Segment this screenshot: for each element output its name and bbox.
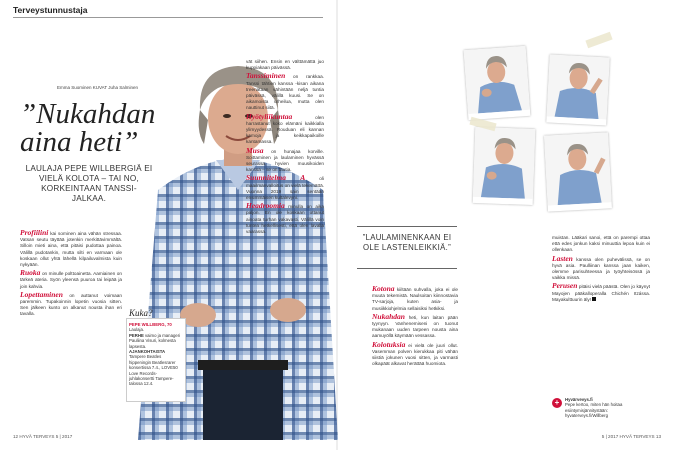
info-name: PEPE WILLBERG, 70 [129,322,172,327]
polaroid-photo [546,54,609,125]
paragraph: muistan. Lääkari sanoi, että on parempi ottaa että edes jonkun kaksi minuuttia lepoa kuin ei ollenkaan. [552,235,650,253]
section-label: Terveystunnustaja [13,5,88,15]
tape-strip [585,32,612,48]
body-column-1 [20,230,122,320]
headline: ”Nukahdan aina heti” [20,98,156,158]
photo-image [544,132,612,205]
body-column-2 [246,58,324,237]
pullquote: ”LAULAMINENKAAN EI OLE LASTENLEIKKIÄ.” [362,233,452,252]
paragraph: Lasten kanssa olen puhevälissä, se on hyvä asia. Paulliinan kanssa jaan kaiken, olemme parisuhteessa ja työyhteisössä ja vaikka missä. [552,253,650,281]
paragraph: Musa on hunajaa korville. Soittaminen ja laulaminen hyvässä seurassa, hyvien muusikoiden kanssa – se on tautia. [246,145,324,173]
photo-image [473,127,535,199]
paragraph: Ruoka on minulle polttoainetta. Aamiainen on tärkeä ateria. Syön yleensä puuroa tai leipää ja join kahvia. [20,268,122,289]
paragraph: Profiilini kai sominen aina vähän stressaa. Vatsan seutu täyttää jotenkin merkittävimmältä. Silloin mieti aina, että pitäisi pudottaa painoa. Välillä pudotankin, mutta silti en varmaan ole koskaan ollut yhtä lähellä kilpailuvalmista kuin nykyään. [20,228,122,268]
end-mark [592,297,596,301]
info-box-title: Kuka? [129,308,153,318]
photo-image [547,54,610,119]
web-promo [565,397,650,418]
section-divider [13,17,323,18]
paragraph: Lopettaminen on auttanut voimaan paremmin. Tupakoinnin lopetin vuosia sitten. Sen jälkeen kunto on alkanut nousta ihan eri tavalla. [20,289,122,317]
folio-left: 12 HYVÄ TERVEYS 5 | 2017 [13,434,73,439]
polaroid-photo [473,127,536,205]
paragraph: Tanssiminen on rankkaa. Tanssi tähtien kanssa -kisan aikana treenataan vähintään neljä tuntia päivässä, välillä kuusi. Se on aikamoista urheilua, mutta olen nauttinut siitä. [246,71,324,111]
pullquote-rule [357,226,457,227]
paragraph: Hyötyliikuntaa olen harrastanut koko elämäni kaikkialla ylimyydessä. Rouduan eli kannan kamoja ja keikkapaikoille kantamassa. [246,111,324,145]
body-column-3 [372,286,458,369]
info-family: PERHE vaimo ja manageri Pauliina Visuri, kolmesta lapsesta. [129,332,181,349]
standfirst: LAULAJA PEPE WILLBERGIÄ EI VIELÄ KOLOTA – TAI NO, KORKEINTAAN TANSSI-JALKAA. [25,164,153,203]
paragraph: Kotona kiiltään suhvalla, joka ei ole muuta tekemistä. Naulsoitan kiinnostavia TV-sarjoja, kuten asia- ja musiikkiohjelmia sellaisiksi hetkiksi. [372,284,458,311]
paragraph: Nukahdan heti, kun laitan pään tyynyyn. Vanhenemiseni on tuonut mukanaan uuden tarpeen nousta aina aamuyöllä käymään vessassa. [372,311,458,339]
info-current: AJANKOHTAISTA Tampere Beatles hippeningin Beatlesrarer konsertissa 7.4., LOVE50 Love Records-juhlakonsertti Tampere-talossa 12.4. [129,349,178,387]
paragraph: Kolotuksia ei vielä ole juuri ollut. Vasemman polven kierukkaa piti vähän siistiä jokunen vuosi sitten, ja varmasti olkapäät alkavat herättää huomiota. [372,339,458,367]
web-promo-title: Hyvärvevys.fi [565,397,593,402]
polaroid-photo [464,46,531,120]
paragraph: Suunnitelma A oli maailmanvalloitus on vielä tekemättä. Vuonna 2019 sain sentään ensimmäisen kultalevyni. [246,173,324,201]
photo-image [464,46,530,114]
body-column-4 [552,234,650,305]
byline: Emma Suominen KUVAT Juha Salminen [57,85,139,90]
info-box-body [129,322,182,387]
polaroid-photo [544,132,612,211]
folio-right: 5 | 2017 HYVÄ TERVEYS 13 [601,434,661,439]
web-promo-text: Pepe kertoo, miten hän hoitaa esiintymisjännitystään: hyvaterveys.fi/Willberg [565,402,623,418]
info-role: Laulaja. [129,327,145,333]
paragraph: vät siihen. Ensin en välttämättä juo kuppiakaan päivässä. [246,59,324,71]
plus-icon: + [552,398,562,408]
pullquote-rule [357,268,457,269]
paragraph: Perusen pitäisi vielä päästä. Olen jo käynyt Mayojen pääkalloperalla Chichén Itzássa. Mayakulttuurin äly! [552,281,650,302]
paragraph: Headroomia minulla on aika paljon. En ole koskaan ottanut ainoata turhan vakavasti. Välillä voin tuntea hetkellisesti, että olen lavalla vaarassa. [246,201,324,235]
